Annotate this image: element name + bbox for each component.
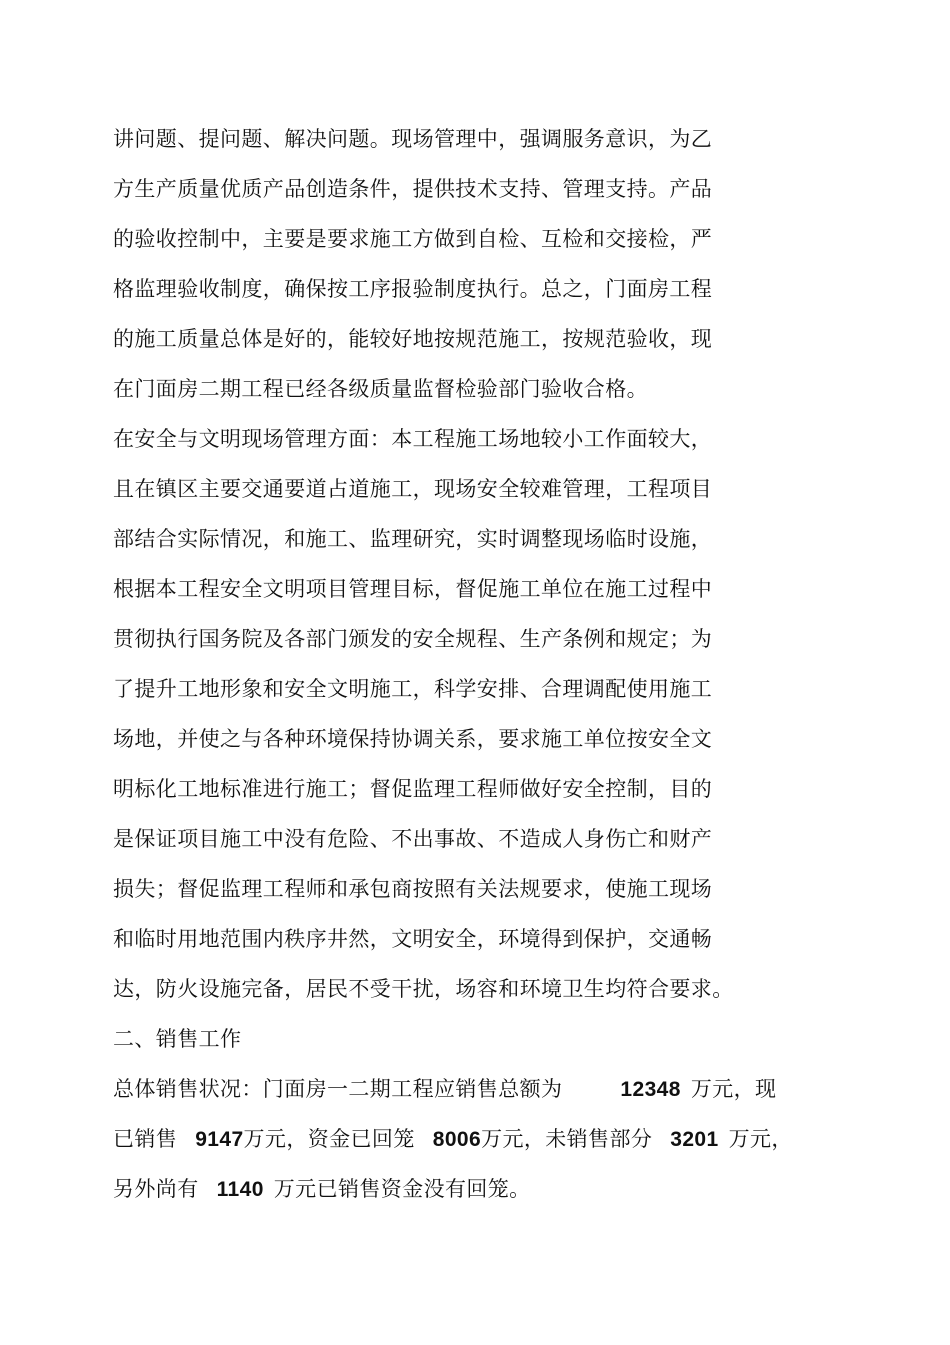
sales-text: 万元已销售资金没有回笼。 <box>273 1177 531 1201</box>
paragraph-line: 明标化工地标准进行施工；督促监理工程师做好安全控制，目的 <box>113 777 713 801</box>
sales-line-1 <box>113 1074 776 1105</box>
sold-amount: 9147 <box>195 1128 244 1151</box>
paragraph-line: 方生产质量优质产品创造条件，提供技术支持、管理支持。产品 <box>113 177 713 201</box>
sales-text: 万元，现 <box>690 1077 777 1101</box>
section-heading: 二、销售工作 <box>113 1027 242 1051</box>
sales-text: 总体销售状况：门面房一二期工程应销售总额为 <box>113 1077 563 1101</box>
unsold-amount: 3201 <box>670 1128 719 1151</box>
paragraph-line: 场地，并使之与各种环境保持协调关系，要求施工单位按安全文 <box>113 727 713 751</box>
sales-text: 已销售 <box>113 1127 178 1151</box>
paragraph-line: 了提升工地形象和安全文明施工，科学安排、合理调配使用施工 <box>113 677 713 701</box>
paragraph-line: 在安全与文明现场管理方面：本工程施工场地较小工作面较大， <box>113 427 713 451</box>
total-amount: 12348 <box>620 1078 681 1101</box>
uncollected-amount: 1140 <box>216 1178 264 1201</box>
paragraph-line: 贯彻执行国务院及各部门颁发的安全规程、生产条例和规定；为 <box>113 627 713 651</box>
sales-line-3 <box>113 1174 531 1205</box>
paragraph-line: 的验收控制中，主要是要求施工方做到自检、互检和交接检，严 <box>113 227 713 251</box>
sales-text: 万元，资金已回笼 <box>243 1127 415 1151</box>
paragraph-line: 达，防火设施完备，居民不受干扰，场容和环境卫生均符合要求。 <box>113 977 734 1001</box>
paragraph-line: 和临时用地范围内秩序井然，文明安全，环境得到保护，交通畅 <box>113 927 713 951</box>
sales-text: 万元， <box>728 1127 793 1151</box>
paragraph-line: 格监理验收制度，确保按工序报验制度执行。总之，门面房工程 <box>113 277 713 301</box>
sales-text: 另外尚有 <box>113 1177 199 1201</box>
collected-amount: 8006 <box>432 1128 482 1151</box>
paragraph-line: 根据本工程安全文明项目管理目标，督促施工单位在施工过程中 <box>113 577 713 601</box>
paragraph-line: 部结合实际情况，和施工、监理研究，实时调整现场临时设施， <box>113 527 713 551</box>
paragraph-line: 讲问题、提问题、解决问题。现场管理中，强调服务意识，为乙 <box>113 127 713 151</box>
paragraph-line: 损失；督促监理工程师和承包商按照有关法规要求，使施工现场 <box>113 877 713 901</box>
sales-line-2 <box>113 1124 793 1155</box>
sales-text: 万元，未销售部分 <box>481 1127 653 1151</box>
paragraph-line: 的施工质量总体是好的，能较好地按规范施工，按规范验收，现 <box>113 327 713 351</box>
paragraph-line: 且在镇区主要交通要道占道施工，现场安全较难管理，工程项目 <box>113 477 713 501</box>
paragraph-line: 在门面房二期工程已经各级质量监督检验部门验收合格。 <box>113 377 648 401</box>
paragraph-line: 是保证项目施工中没有危险、不出事故、不造成人身伤亡和财产 <box>113 827 713 851</box>
